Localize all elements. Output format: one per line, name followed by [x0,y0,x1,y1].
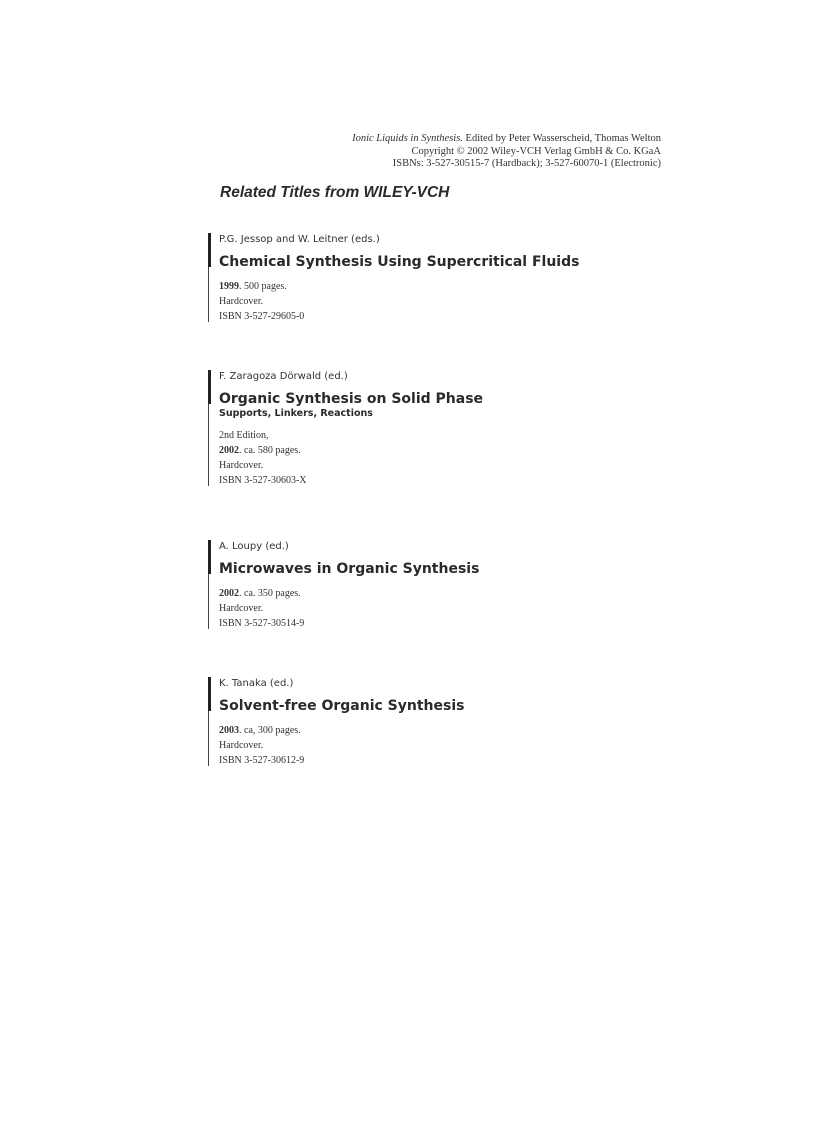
edition: 2nd Edition, [219,430,269,441]
publication-year: 2002 [219,445,239,456]
entry-rule [208,711,209,766]
book-entry [208,677,659,768]
binding: Hardcover. [219,740,264,751]
publication-line [219,443,659,458]
publication-line [219,279,659,294]
book-authors: F. Zaragoza Dörwald (ed.) [219,371,348,382]
book-entry [208,233,659,324]
copyright-line: Copyright © 2002 Wiley-VCH Verlag GmbH & Co. KGaA [411,145,661,157]
isbn: ISBN 3-527-30612-9 [219,755,305,766]
publication-year: 2002 [219,588,239,599]
binding: Hardcover. [219,603,264,614]
entry-bar [208,370,211,404]
publication-line [219,723,659,738]
book-authors: K. Tanaka (ed.) [219,678,294,689]
book-entry [208,370,659,488]
publication-year: 2003 [219,725,239,736]
section-title: Related Titles from WILEY-VCH [220,184,450,201]
isbns-line: ISBNs: 3-527-30515-7 (Hardback); 3-527-60070-1 (Electronic) [392,158,661,169]
header-line-1 [352,133,661,146]
entry-rule [208,404,209,486]
book-authors: A. Loupy (ed.) [219,541,289,552]
entry-rule [208,574,209,629]
isbn: ISBN 3-527-30514-9 [219,618,305,629]
publication-year: 1999 [219,281,239,292]
publication-line [219,586,659,601]
page-count: . ca. 580 pages. [239,445,301,456]
page-count: . ca, 300 pages. [239,725,301,736]
book-editors: Edited by Peter Wasserscheid, Thomas Welton [462,133,661,144]
isbn: ISBN 3-527-29605-0 [219,311,305,322]
book-authors: P.G. Jessop and W. Leitner (eds.) [219,234,380,245]
page-count: . ca. 350 pages. [239,588,301,599]
isbn: ISBN 3-527-30603-X [219,475,307,486]
book-title: Ionic Liquids in Synthesis. [352,133,463,144]
book-details [219,586,659,631]
binding: Hardcover. [219,296,264,307]
book-details [219,428,659,488]
entry-bar [208,540,211,574]
book-details [219,723,659,768]
page-count: . 500 pages. [239,281,287,292]
book-entry [208,540,659,631]
book-title-heading: Organic Synthesis on Solid Phase [219,391,484,407]
entry-bar [208,233,211,267]
entry-bar [208,677,211,711]
book-title-heading: Chemical Synthesis Using Supercritical Fluids [219,254,580,270]
book-title-heading: Solvent-free Organic Synthesis [219,698,465,714]
copyright-header [352,133,661,171]
book-subtitle: Supports, Linkers, Reactions [219,408,373,419]
book-title-heading: Microwaves in Organic Synthesis [219,561,480,577]
entry-rule [208,267,209,322]
book-details [219,279,659,324]
binding: Hardcover. [219,460,264,471]
